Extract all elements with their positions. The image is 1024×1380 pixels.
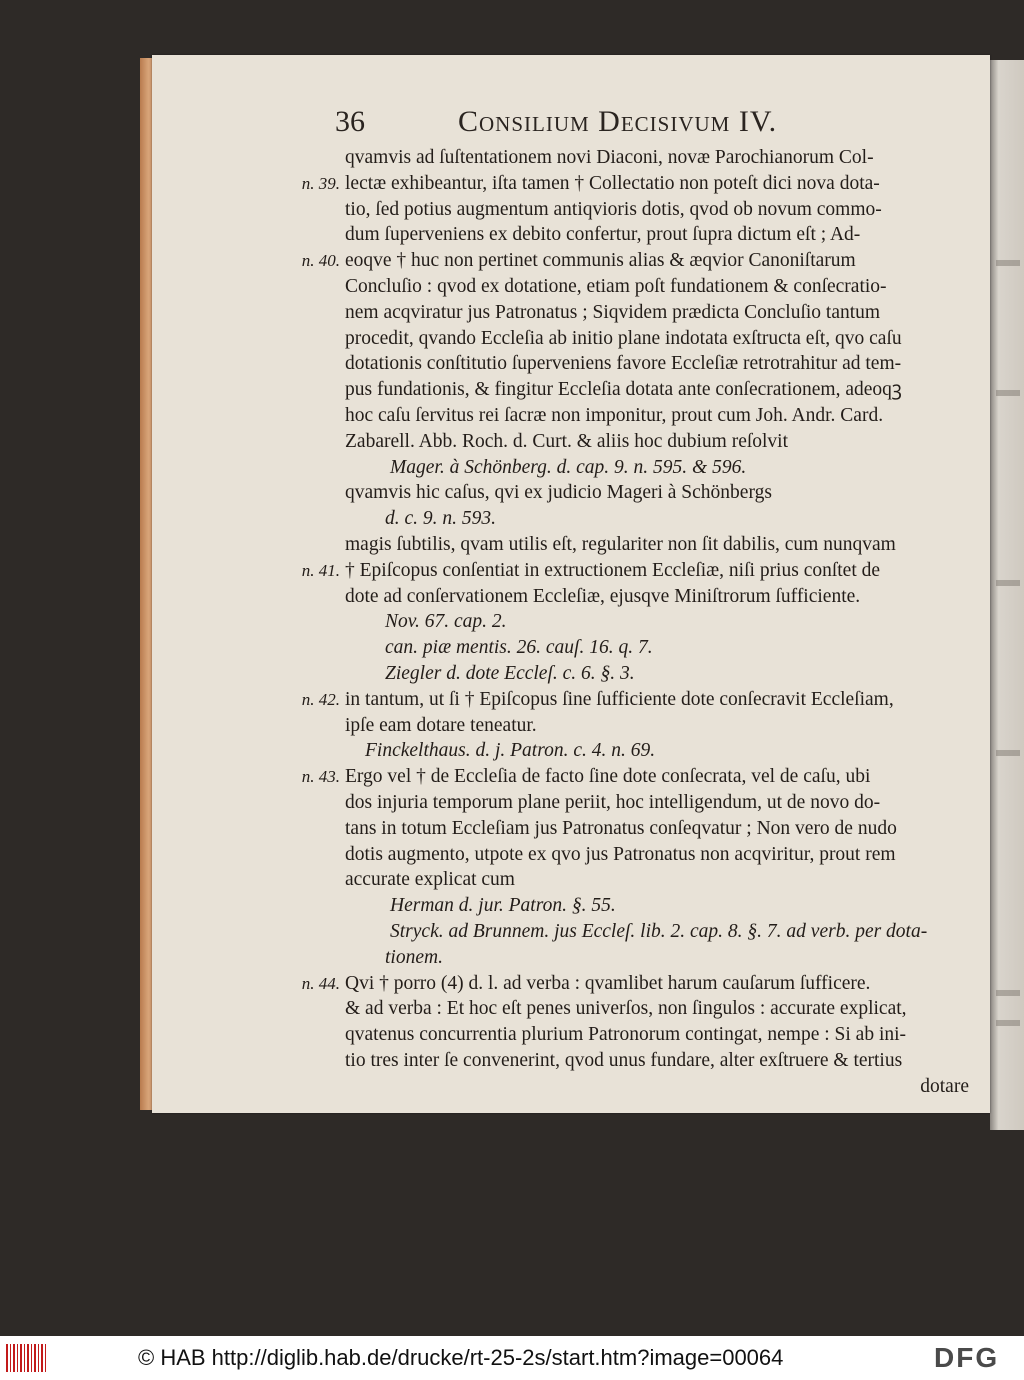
text-line <box>290 506 960 532</box>
text-line <box>290 171 960 197</box>
text-line <box>290 480 960 506</box>
line-text: Qvi † porro (4) d. l. ad verba : qvamlibet harum cauſarum ſufficere. <box>345 972 871 994</box>
text-line <box>290 687 960 713</box>
margin-note: n. 39. <box>301 173 340 193</box>
line-text: magis ſubtilis, qvam utilis eſt, regulariter non ſit dabilis, cum nunqvam <box>345 533 896 555</box>
line-text: in tantum, ut ſi † Epiſcopus ſine ſufficiente dote conſecravit Eccleſiam, <box>345 688 894 710</box>
text-line <box>290 713 960 739</box>
line-text: tio, ſed potius augmentum antiqvioris dotis, qvod ob novum commo- <box>345 198 882 220</box>
line-text: dum ſuperveniens ex debito confertur, prout ſupra dictum eſt ; Ad- <box>345 224 861 246</box>
line-text: qvatenus concurrentia plurium Patronorum contingat, nempe : Si ab ini- <box>345 1024 907 1046</box>
text-line <box>290 790 960 816</box>
margin-note: n. 42. <box>301 689 340 709</box>
line-text: nem acqviratur jus Patronatus ; Siqvidem prædicta Concluſio tantum <box>345 301 881 323</box>
text-line <box>290 661 960 687</box>
margin-note: n. 43. <box>301 767 340 787</box>
text-line <box>290 326 960 352</box>
text-line <box>290 300 960 326</box>
line-text: tans in totum Eccleſiam jus Patronatus conſeqvatur ; Non vero de nudo <box>345 817 897 839</box>
text-line <box>290 197 960 223</box>
text-line <box>290 893 960 919</box>
line-text: Zabarell. Abb. Roch. d. Curt. & aliis hoc dubium reſolvit <box>345 430 789 452</box>
margin-note: n. 40. <box>301 251 340 271</box>
footer-bar <box>0 1336 1024 1380</box>
body-text <box>290 145 969 1099</box>
line-text: Ziegler d. dote Eccleſ. c. 6. §. 3. <box>385 662 635 684</box>
line-text: qvamvis hic caſus, qvi ex judicio Mageri à Schönbergs <box>345 482 772 504</box>
line-text: Stryck. ad Brunnem. jus Eccleſ. lib. 2. cap. 8. §. 7. ad verb. per dota- <box>390 920 928 942</box>
text-line <box>290 609 960 635</box>
line-text: tio tres inter ſe convenerint, qvod unus fundare, alter exſtruere & tertius <box>345 1049 903 1071</box>
text-line <box>290 945 960 971</box>
text-line <box>290 738 960 764</box>
text-line <box>290 635 960 661</box>
text-line <box>290 274 960 300</box>
margin-note: n. 44. <box>301 973 340 993</box>
line-text: pus fundationis, & fingitur Eccleſia dotata ante conſecrationem, adeoqꝫ <box>345 379 902 401</box>
text-line <box>290 996 960 1022</box>
text-line <box>290 867 960 893</box>
adjacent-page <box>990 60 1024 1130</box>
line-text: Finckelthaus. d. j. Patron. c. 4. n. 69. <box>365 740 656 762</box>
line-text: Ergo vel † de Eccleſia de facto ſine dote conſecrata, vel de caſu, ubi <box>345 766 871 788</box>
line-text: dotis augmento, utpote ex qvo jus Patronatus non acqviritur, prout rem <box>345 843 896 865</box>
line-text: qvamvis ad ſuſtentationem novi Diaconi, novæ Parochianorum Col- <box>345 147 874 168</box>
text-line <box>290 222 960 248</box>
line-text: dote ad conſervationem Eccleſiæ, ejusqve Miniſtrorum ſufficiente. <box>345 585 861 607</box>
line-text: Nov. 67. cap. 2. <box>385 611 507 633</box>
text-line <box>290 842 960 868</box>
text-line <box>290 584 960 610</box>
text-line <box>290 919 960 945</box>
text-line <box>290 403 960 429</box>
text-line <box>290 351 960 377</box>
text-line <box>290 1048 960 1074</box>
line-text: dotare <box>920 1075 969 1097</box>
line-text: dos injuria temporum plane periit, hoc intelligendum, ut de novo do- <box>345 791 881 813</box>
dfg-logo: DFG <box>934 1342 1000 1373</box>
text-line <box>290 377 960 403</box>
text-line <box>290 1022 960 1048</box>
running-head <box>185 105 945 145</box>
line-text: & ad verba : Et hoc eſt penes univerſos, non ſingulos : accurate explicat, <box>345 998 907 1020</box>
line-text: Concluſio : qvod ex dotatione, etiam poſt fundationem & conſecratio- <box>345 275 887 297</box>
copyright-url[interactable]: © HAB http://diglib.hab.de/drucke/rt-25-2s/start.htm?image=00064 <box>138 1345 784 1370</box>
text-line <box>290 764 960 790</box>
line-text: eoqve † huc non pertinet communis alias & æqvior Canoniſtarum <box>345 250 856 272</box>
running-title: Consilium Decisivum IV. <box>458 105 778 138</box>
hab-logo-icon <box>6 1344 48 1372</box>
text-line <box>290 971 960 997</box>
line-text: Herman d. jur. Patron. §. 55. <box>390 895 616 917</box>
text-line <box>290 455 960 481</box>
margin-note: n. 41. <box>301 560 340 580</box>
page-number: 36 <box>335 105 365 138</box>
line-text: procedit, qvando Eccleſia ab initio plane indotata exſtructa eſt, qvo caſu <box>345 327 902 349</box>
text-line <box>290 558 960 584</box>
line-text: † Epiſcopus conſentiat in extructionem Eccleſiæ, niſi prius conſtet de <box>345 559 881 581</box>
text-line <box>290 1074 969 1100</box>
text-line <box>290 145 960 171</box>
line-text: ipſe eam dotare teneatur. <box>345 714 537 736</box>
line-text: dotationis conſtitutio ſuperveniens favore Eccleſiæ retrotrahitur ad tem- <box>345 353 902 375</box>
line-text: hoc caſu ſervitus rei ſacræ non imponitur, prout cum Joh. Andr. Card. <box>345 404 884 426</box>
line-text: lectæ exhibeantur, iſta tamen † Collectatio non poteſt dici nova dota- <box>345 172 880 194</box>
line-text: d. c. 9. n. 593. <box>385 508 497 530</box>
line-text: Mager. à Schönberg. d. cap. 9. n. 595. & 596. <box>390 456 747 478</box>
line-text: tionem. <box>385 946 443 968</box>
text-line <box>290 532 960 558</box>
text-line <box>290 816 960 842</box>
line-text: can. piæ mentis. 26. cauſ. 16. q. 7. <box>385 637 653 659</box>
text-line <box>290 429 960 455</box>
line-text: accurate explicat cum <box>345 869 515 891</box>
text-line <box>290 248 960 274</box>
